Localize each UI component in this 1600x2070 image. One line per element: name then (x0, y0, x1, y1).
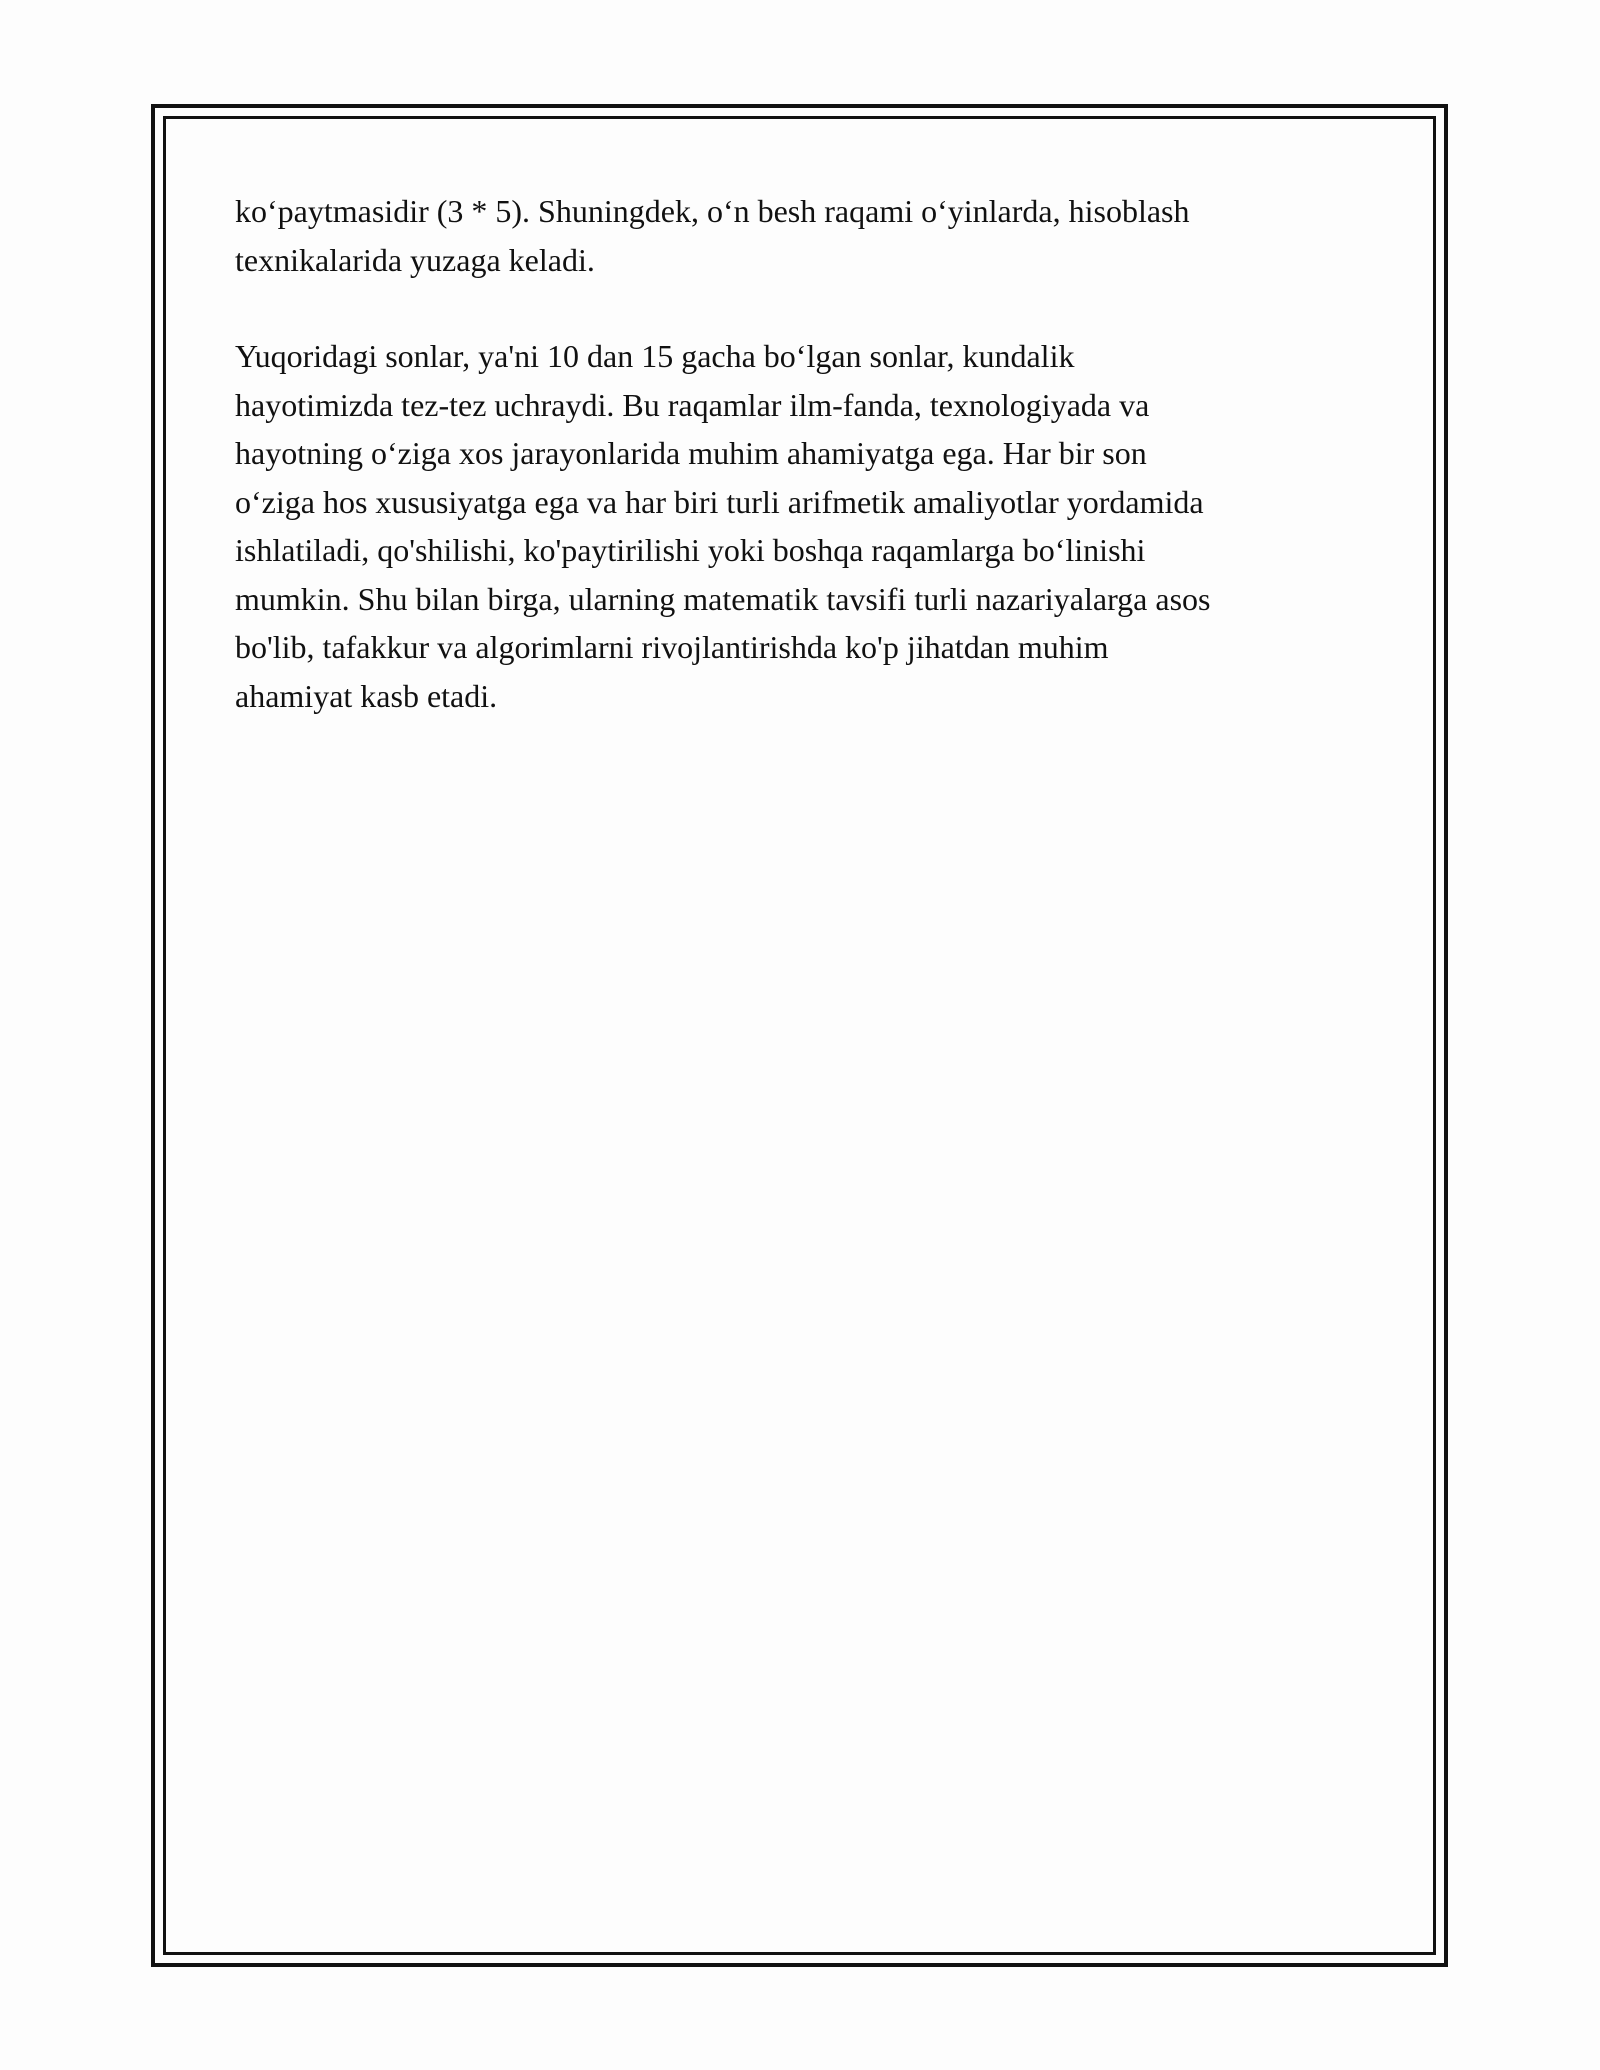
paragraph-1 (235, 187, 1375, 284)
text-line: ishlatiladi, qo'shilishi, ko'paytirilishi yoki boshqa raqamlarga bo‘linishi (235, 532, 1146, 568)
text-line: ahamiyat kasb etadi. (235, 677, 498, 714)
text-line: o‘ziga hos xususiyatga ega va har biri turli arifmetik amaliyotlar yordamida (235, 483, 1204, 520)
text-line: Yuqoridagi sonlar, ya'ni 10 dan 15 gacha bo‘lgan sonlar, kundalik (235, 338, 1075, 374)
text-line: mumkin. Shu bilan birga, ularning matematik tavsifi turli nazariyalarga asos (235, 580, 1211, 617)
text-line: hayotning o‘ziga xos jarayonlarida muhim ahamiyatga ega. Har bir son (235, 435, 1147, 471)
text-line: hayotimizda tez-tez uchraydi. Bu raqamlar ilm-fanda, texnologiyada va (235, 386, 1150, 423)
text-line: bo'lib, tafakkur va algorimlarni rivojlantirishda ko'p jihatdan muhim (235, 629, 1109, 665)
document-body (235, 187, 1375, 720)
text-line: ko‘paytmasidir (3 * 5). Shuningdek, o‘n besh raqami o‘yinlarda, hisoblash (235, 193, 1190, 229)
text-line: texnikalarida yuzaga keladi. (235, 241, 595, 278)
paragraph-2 (235, 332, 1375, 720)
